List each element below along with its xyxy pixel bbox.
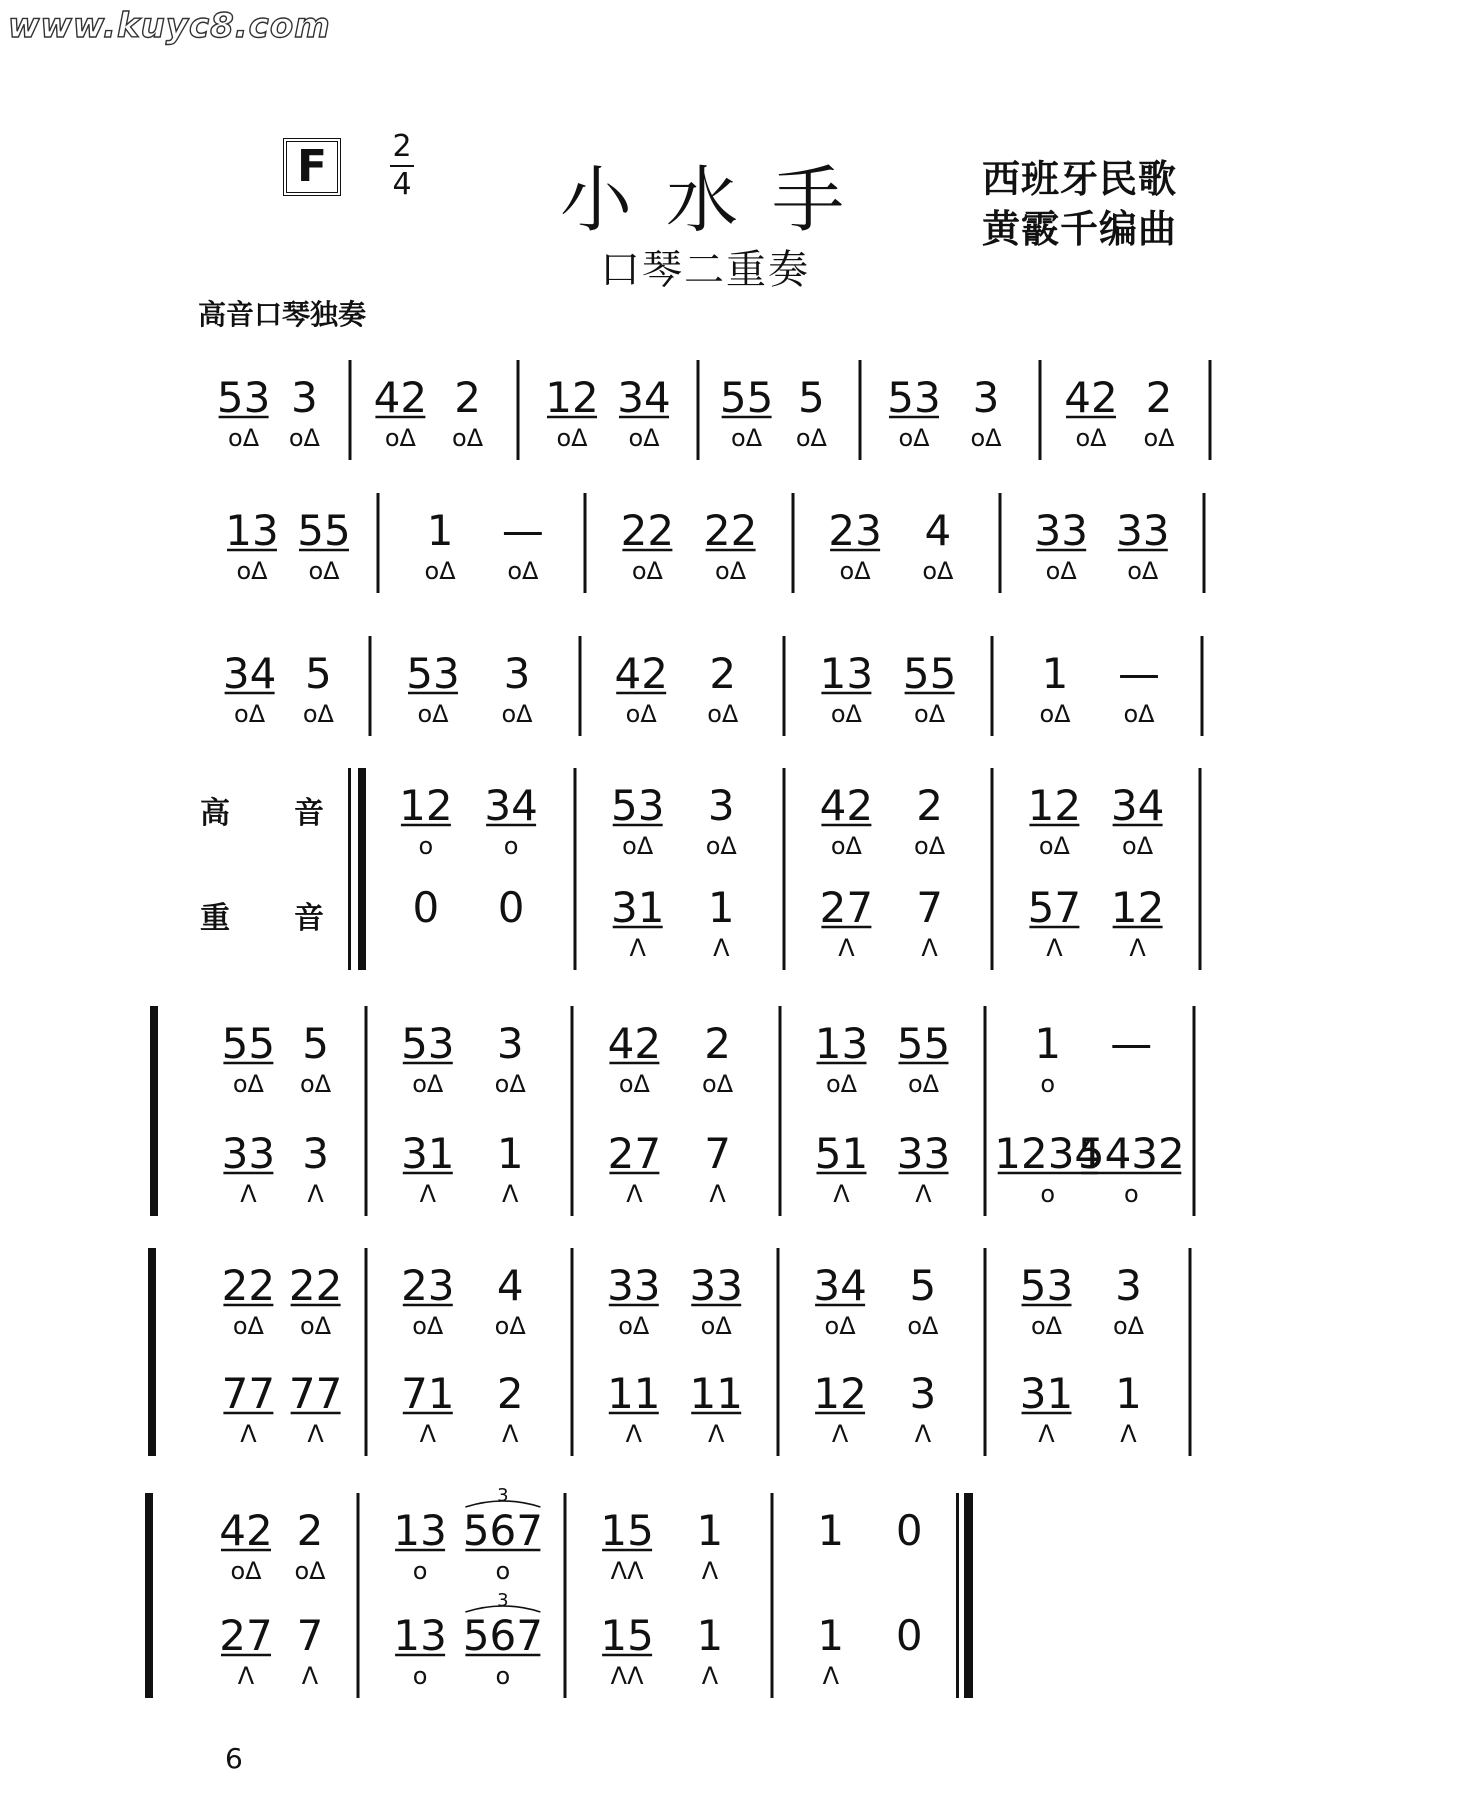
system-5-barline-1 xyxy=(571,1248,574,1456)
note-s3-m1-lo-b1-number: 1 xyxy=(707,883,735,932)
note-s4-m3-lo-b0-number: 51 xyxy=(814,1129,869,1178)
note-s3-m2-lo-b1-breath-mark: Λ xyxy=(921,934,938,962)
note-s0-m1-hi-b0-breath-mark: oΔ xyxy=(384,424,416,452)
note-s6-m1-hi-b0-breath-mark: o xyxy=(412,1557,428,1585)
note-s4-m3-lo-b0-breath-mark: Λ xyxy=(833,1180,850,1208)
note-s6-m1-lo-b1-tuplet-number: 3 xyxy=(497,1590,509,1611)
note-s1-m1-hi-b0-number: 1 xyxy=(426,506,454,555)
note-s5-m1-lo-b1-breath-mark: Λ xyxy=(501,1420,519,1448)
note-s6-m3-hi-b0-number: 1 xyxy=(817,1506,845,1555)
note-s6-m2-lo-b1-breath-mark: Λ xyxy=(701,1662,719,1690)
note-s5-m1-hi-b1-number: 4 xyxy=(496,1261,524,1310)
note-s1-m3-hi-b0-number: 23 xyxy=(828,506,882,555)
note-s6-m1-lo-b1-number: 567 xyxy=(462,1611,543,1660)
note-s0-m4-hi-b0-breath-mark: oΔ xyxy=(898,424,930,452)
note-s4-m3-hi-b0-breath-mark: oΔ xyxy=(825,1070,858,1098)
note-s3-m1-hi-b0-breath-mark: oΔ xyxy=(622,832,654,860)
note-s6-m3-lo-b0-number: 1 xyxy=(817,1611,845,1660)
system-0-barline-4 xyxy=(1039,360,1042,460)
system-6-barline-1 xyxy=(564,1493,567,1698)
note-s5-m3-hi-b1-breath-mark: oΔ xyxy=(907,1312,939,1340)
note-s3-m2-hi-b1-number: 2 xyxy=(916,781,943,830)
note-s5-m4-hi-b1-number: 3 xyxy=(1115,1261,1142,1310)
system-2-barline-0 xyxy=(369,636,372,736)
note-s2-m3-hi-b0-number: 13 xyxy=(819,649,874,698)
note-s6-m2-hi-b1-breath-mark: Λ xyxy=(701,1557,719,1585)
note-s0-m3-hi-b0-breath-mark: oΔ xyxy=(731,424,763,452)
system-0-barline-0 xyxy=(349,360,352,460)
note-s5-m1-lo-b0-breath-mark: Λ xyxy=(419,1420,437,1448)
note-s4-m4-lo-b1-breath-mark: o xyxy=(1123,1180,1139,1208)
note-s3-m0-hi-b1-number: 34 xyxy=(484,781,538,830)
system-3-barline-3 xyxy=(1199,768,1202,970)
note-s5-m4-hi-b0-number: 53 xyxy=(1019,1261,1074,1310)
note-s5-m0-hi-b1-number: 22 xyxy=(288,1261,343,1310)
note-s5-m0-lo-b1-number: 77 xyxy=(288,1369,343,1418)
system-3-start-bar xyxy=(358,768,366,970)
note-s0-m4-hi-b0-number: 53 xyxy=(887,373,941,422)
note-s0-m0-hi-b1-breath-mark: oΔ xyxy=(288,424,320,452)
note-s5-m3-hi-b1-number: 5 xyxy=(909,1261,937,1310)
note-s5-m3-lo-b0-breath-mark: Λ xyxy=(831,1420,849,1448)
note-s3-m1-hi-b0-number: 53 xyxy=(610,781,665,830)
note-s5-m4-lo-b1-breath-mark: Λ xyxy=(1120,1420,1137,1448)
note-s1-m4-hi-b1-number: 33 xyxy=(1116,506,1170,555)
note-s2-m4-hi-b0-breath-mark: oΔ xyxy=(1039,700,1071,728)
note-s0-m5-hi-b0-breath-mark: oΔ xyxy=(1075,424,1107,452)
note-s2-m0-hi-b0-number: 34 xyxy=(222,649,277,698)
note-s3-m2-lo-b0-number: 27 xyxy=(819,883,874,932)
note-s6-m2-lo-b1-number: 1 xyxy=(696,1611,724,1660)
note-s1-m2-hi-b1-number: 22 xyxy=(703,506,758,555)
note-s3-m1-lo-b1-breath-mark: Λ xyxy=(713,934,730,962)
note-s5-m1-hi-b0-breath-mark: oΔ xyxy=(412,1312,444,1340)
system-3-start-thin-bar xyxy=(348,768,351,970)
note-s3-m3-lo-b1-breath-mark: Λ xyxy=(1129,934,1146,962)
system-4-barline-2 xyxy=(779,1006,782,1216)
note-s5-m1-lo-b1-number: 2 xyxy=(496,1369,524,1418)
note-s5-m2-lo-b1-breath-mark: Λ xyxy=(707,1420,725,1448)
note-s4-m0-lo-b1-number: 3 xyxy=(302,1129,329,1178)
song-subtitle: 口琴二重奏 xyxy=(600,247,810,293)
note-s1-m3-hi-b0-breath-mark: oΔ xyxy=(839,557,871,585)
note-s6-m1-lo-b1-breath-mark: o xyxy=(495,1662,511,1690)
note-s4-m3-hi-b1-number: 55 xyxy=(896,1019,951,1068)
note-s0-m3-hi-b0-number: 55 xyxy=(719,373,774,422)
note-s2-m4-hi-b1-breath-mark: oΔ xyxy=(1123,700,1155,728)
voice-label-high-2: 音 xyxy=(294,796,324,831)
origin-credit: 西班牙民歌 xyxy=(982,157,1178,201)
system-1-barline-2 xyxy=(792,493,795,593)
note-s3-m2-hi-b1-breath-mark: oΔ xyxy=(914,832,946,860)
note-s5-m0-lo-b0-breath-mark: Λ xyxy=(240,1420,257,1448)
system-3-barline-0 xyxy=(574,768,577,970)
system-6-barline-0 xyxy=(357,1493,360,1698)
note-s3-m1-lo-b0-number: 31 xyxy=(610,883,665,932)
note-s0-m4-hi-b1-breath-mark: oΔ xyxy=(970,424,1002,452)
note-s0-m5-hi-b1-number: 2 xyxy=(1145,373,1173,422)
note-s0-m0-hi-b0-number: 53 xyxy=(216,373,271,422)
note-s3-m2-lo-b0-breath-mark: Λ xyxy=(838,934,855,962)
note-s6-m1-hi-b1-breath-mark: o xyxy=(495,1557,511,1585)
note-s5-m0-hi-b1-breath-mark: oΔ xyxy=(300,1312,332,1340)
note-s1-m4-hi-b1-breath-mark: oΔ xyxy=(1127,557,1159,585)
note-s5-m2-hi-b0-breath-mark: oΔ xyxy=(618,1312,650,1340)
note-s4-m3-lo-b1-number: 33 xyxy=(896,1129,951,1178)
note-s4-m2-lo-b0-breath-mark: Λ xyxy=(626,1180,643,1208)
note-s0-m4-hi-b1-number: 3 xyxy=(972,373,1000,422)
system-4-barline-3 xyxy=(984,1006,987,1216)
note-s4-m3-lo-b1-breath-mark: Λ xyxy=(915,1180,932,1208)
note-s5-m2-hi-b1-breath-mark: oΔ xyxy=(700,1312,732,1340)
note-s3-m3-lo-b1-number: 12 xyxy=(1110,883,1165,932)
system-0-barline-3 xyxy=(859,360,862,460)
note-s0-m1-hi-b1-breath-mark: oΔ xyxy=(452,424,484,452)
note-s3-m1-lo-b0-breath-mark: Λ xyxy=(629,934,646,962)
note-s4-m1-hi-b1-breath-mark: oΔ xyxy=(494,1070,526,1098)
note-s4-m0-lo-b0-number: 33 xyxy=(221,1129,276,1178)
note-s5-m0-lo-b1-breath-mark: Λ xyxy=(307,1420,324,1448)
system-2-barline-1 xyxy=(579,636,582,736)
note-s4-m0-hi-b0-breath-mark: oΔ xyxy=(232,1070,264,1098)
note-s5-m4-hi-b1-breath-mark: oΔ xyxy=(1112,1312,1145,1340)
arranger-credit: 黄霰千编曲 xyxy=(982,207,1178,251)
note-s6-m0-hi-b0-breath-mark: oΔ xyxy=(230,1557,262,1585)
note-s2-m1-hi-b1-number: 3 xyxy=(503,649,531,698)
note-s6-m2-hi-b0-number: 15 xyxy=(600,1506,654,1555)
note-s6-m0-lo-b0-breath-mark: Λ xyxy=(237,1662,255,1690)
note-s3-m3-lo-b0-number: 57 xyxy=(1027,883,1082,932)
note-s2-m0-hi-b1-number: 5 xyxy=(305,649,332,698)
system-5-barline-0 xyxy=(365,1248,368,1456)
note-s5-m0-lo-b0-number: 77 xyxy=(221,1369,276,1418)
note-s5-m2-lo-b0-number: 11 xyxy=(607,1369,661,1418)
system-2-barline-3 xyxy=(991,636,994,736)
system-1-barline-1 xyxy=(584,493,587,593)
note-s1-m3-hi-b1-breath-mark: oΔ xyxy=(922,557,954,585)
note-s2-m2-hi-b0-number: 42 xyxy=(614,649,668,698)
note-s4-m2-hi-b1-number: 2 xyxy=(704,1019,731,1068)
system-0-barline-1 xyxy=(517,360,520,460)
system-6-start-bar xyxy=(145,1493,153,1698)
note-s2-m3-hi-b0-breath-mark: oΔ xyxy=(830,700,862,728)
note-s3-m2-hi-b0-number: 42 xyxy=(819,781,874,830)
system-5-barline-3 xyxy=(984,1248,987,1456)
note-s3-m3-lo-b0-breath-mark: Λ xyxy=(1046,934,1063,962)
note-s4-m4-lo-b0-breath-mark: o xyxy=(1040,1180,1056,1208)
note-s6-m3-hi-b1-number: 0 xyxy=(895,1506,923,1555)
note-s6-m1-hi-b1-number: 567 xyxy=(462,1506,543,1555)
note-s0-m1-hi-b0-number: 42 xyxy=(373,373,428,422)
note-s2-m2-hi-b1-number: 2 xyxy=(709,649,737,698)
note-s3-m3-hi-b1-breath-mark: oΔ xyxy=(1122,832,1154,860)
note-s1-m1-hi-b1-breath-mark: oΔ xyxy=(507,557,539,585)
note-s1-m4-hi-b0-number: 33 xyxy=(1034,506,1088,555)
note-s4-m1-lo-b1-breath-mark: Λ xyxy=(501,1180,519,1208)
system-4-barline-4 xyxy=(1193,1006,1196,1216)
note-s2-m0-hi-b0-breath-mark: oΔ xyxy=(234,700,266,728)
note-s6-m2-lo-b0-number: 15 xyxy=(600,1611,654,1660)
note-s5-m3-hi-b0-number: 34 xyxy=(813,1261,867,1310)
note-s1-m4-hi-b0-breath-mark: oΔ xyxy=(1045,557,1077,585)
note-s4-m4-hi-b1-number: — xyxy=(1110,1019,1153,1068)
note-s3-m1-hi-b1-breath-mark: oΔ xyxy=(705,832,737,860)
voice-label-low-2: 音 xyxy=(294,901,324,936)
note-s4-m0-hi-b0-number: 55 xyxy=(221,1019,276,1068)
note-s3-m3-hi-b0-breath-mark: oΔ xyxy=(1038,832,1070,860)
note-s0-m5-hi-b0-number: 42 xyxy=(1064,373,1118,422)
note-s4-m0-lo-b1-breath-mark: Λ xyxy=(307,1180,324,1208)
note-s4-m1-lo-b0-breath-mark: Λ xyxy=(419,1180,437,1208)
note-s4-m3-hi-b0-number: 13 xyxy=(814,1019,869,1068)
time-signature-top: 2 xyxy=(392,129,412,164)
note-s4-m2-lo-b1-breath-mark: Λ xyxy=(709,1180,726,1208)
note-s2-m1-hi-b1-breath-mark: oΔ xyxy=(501,700,533,728)
solo-part-label: 高音口琴独奏 xyxy=(198,298,367,331)
note-s4-m2-hi-b0-number: 42 xyxy=(607,1019,662,1068)
note-s1-m2-hi-b1-breath-mark: oΔ xyxy=(715,557,747,585)
note-s2-m1-hi-b0-number: 53 xyxy=(406,649,460,698)
note-s4-m0-hi-b1-number: 5 xyxy=(302,1019,329,1068)
note-s1-m2-hi-b0-number: 22 xyxy=(620,506,675,555)
note-s6-m2-hi-b1-number: 1 xyxy=(696,1506,724,1555)
note-s5-m3-lo-b1-number: 3 xyxy=(909,1369,937,1418)
note-s3-m2-hi-b0-breath-mark: oΔ xyxy=(830,832,862,860)
note-s3-m3-hi-b0-number: 12 xyxy=(1027,781,1082,830)
note-s2-m2-hi-b1-breath-mark: oΔ xyxy=(707,700,739,728)
key-signature-box: F xyxy=(283,138,341,196)
note-s5-m3-lo-b0-number: 12 xyxy=(813,1369,867,1418)
note-s1-m0-hi-b0-number: 13 xyxy=(225,506,279,555)
voice-label-high-1: 高 xyxy=(200,796,230,831)
system-6-barline-2 xyxy=(771,1493,774,1698)
system-2-barline-2 xyxy=(783,636,786,736)
note-s1-m1-hi-b1-number: — xyxy=(501,506,544,555)
system-5-start-bar xyxy=(148,1248,156,1456)
note-s6-m3-lo-b0-breath-mark: Λ xyxy=(822,1662,840,1690)
note-s1-m3-hi-b1-number: 4 xyxy=(924,506,952,555)
note-s3-m0-hi-b0-breath-mark: o xyxy=(418,832,434,860)
note-s1-m1-hi-b0-breath-mark: oΔ xyxy=(424,557,456,585)
system-4-barline-0 xyxy=(365,1006,368,1216)
system-0-barline-2 xyxy=(697,360,700,460)
note-s3-m0-lo-b0-number: 0 xyxy=(412,883,440,932)
note-s6-m0-hi-b1-number: 2 xyxy=(296,1506,324,1555)
system-3-barline-2 xyxy=(991,768,994,970)
system-2-barline-4 xyxy=(1201,636,1204,736)
note-s4-m2-lo-b1-number: 7 xyxy=(704,1129,731,1178)
note-s4-m4-hi-b0-number: 1 xyxy=(1034,1019,1062,1068)
note-s5-m4-lo-b0-number: 31 xyxy=(1019,1369,1074,1418)
note-s5-m2-lo-b1-number: 11 xyxy=(689,1369,743,1418)
system-0-barline-5 xyxy=(1209,360,1212,460)
note-s4-m4-lo-b1-number: 5432 xyxy=(1077,1129,1185,1178)
note-s1-m0-hi-b0-breath-mark: oΔ xyxy=(236,557,268,585)
note-s5-m0-hi-b0-number: 22 xyxy=(221,1261,276,1310)
watermark: www.kuyc8.com xyxy=(8,6,331,46)
note-s6-m0-lo-b1-breath-mark: Λ xyxy=(301,1662,319,1690)
system-1-barline-0 xyxy=(377,493,380,593)
note-s0-m2-hi-b1-breath-mark: oΔ xyxy=(628,424,660,452)
note-s5-m2-lo-b0-breath-mark: Λ xyxy=(625,1420,643,1448)
note-s5-m1-hi-b0-number: 23 xyxy=(401,1261,455,1310)
note-s3-m0-lo-b1-number: 0 xyxy=(497,883,525,932)
note-s6-m0-lo-b1-number: 7 xyxy=(296,1611,324,1660)
note-s0-m2-hi-b1-number: 34 xyxy=(617,373,671,422)
note-s1-m0-hi-b1-number: 55 xyxy=(297,506,351,555)
system-3-barline-1 xyxy=(783,768,786,970)
note-s6-m1-hi-b1-tuplet-number: 3 xyxy=(497,1485,509,1506)
note-s1-m2-hi-b0-breath-mark: oΔ xyxy=(631,557,663,585)
note-s3-m3-hi-b1-number: 34 xyxy=(1110,781,1165,830)
note-s4-m4-hi-b0-breath-mark: o xyxy=(1040,1070,1056,1098)
note-s6-m0-hi-b0-number: 42 xyxy=(219,1506,273,1555)
note-s2-m1-hi-b0-breath-mark: oΔ xyxy=(417,700,449,728)
page-number: 6 xyxy=(225,1742,243,1775)
system-1-barline-3 xyxy=(999,493,1002,593)
note-s2-m0-hi-b1-breath-mark: oΔ xyxy=(302,700,334,728)
note-s6-m0-hi-b1-breath-mark: oΔ xyxy=(294,1557,326,1585)
time-signature-bottom: 4 xyxy=(392,167,412,202)
note-s1-m0-hi-b1-breath-mark: oΔ xyxy=(308,557,340,585)
voice-label-low-1: 重 xyxy=(200,901,230,936)
note-s0-m0-hi-b0-breath-mark: oΔ xyxy=(228,424,260,452)
system-6-final-thick-bar xyxy=(964,1493,973,1698)
note-s6-m0-lo-b0-number: 27 xyxy=(219,1611,273,1660)
system-4-barline-1 xyxy=(571,1006,574,1216)
note-s5-m1-hi-b1-breath-mark: oΔ xyxy=(494,1312,526,1340)
note-s0-m2-hi-b0-number: 12 xyxy=(545,373,599,422)
note-s6-m3-lo-b1-number: 0 xyxy=(895,1611,923,1660)
note-s4-m0-lo-b0-breath-mark: Λ xyxy=(240,1180,257,1208)
note-s6-m1-hi-b0-number: 13 xyxy=(393,1506,447,1555)
note-s2-m4-hi-b0-number: 1 xyxy=(1041,649,1069,698)
note-s0-m3-hi-b1-number: 5 xyxy=(798,373,825,422)
note-s6-m1-lo-b0-breath-mark: o xyxy=(412,1662,428,1690)
note-s5-m4-lo-b0-breath-mark: Λ xyxy=(1038,1420,1055,1448)
note-s4-m1-hi-b0-breath-mark: oΔ xyxy=(412,1070,444,1098)
system-1-barline-4 xyxy=(1203,493,1206,593)
note-s5-m0-hi-b0-breath-mark: oΔ xyxy=(232,1312,264,1340)
note-s5-m4-lo-b1-number: 1 xyxy=(1115,1369,1142,1418)
system-5-barline-4 xyxy=(1189,1248,1192,1456)
note-s0-m3-hi-b1-breath-mark: oΔ xyxy=(795,424,827,452)
note-s5-m3-hi-b0-breath-mark: oΔ xyxy=(824,1312,856,1340)
note-s4-m2-lo-b0-number: 27 xyxy=(607,1129,662,1178)
note-s2-m3-hi-b1-breath-mark: oΔ xyxy=(914,700,946,728)
note-s5-m4-hi-b0-breath-mark: oΔ xyxy=(1030,1312,1063,1340)
note-s4-m2-hi-b0-breath-mark: oΔ xyxy=(618,1070,650,1098)
system-4-start-bar xyxy=(150,1006,158,1216)
song-title: 小水手 xyxy=(560,158,879,242)
note-s0-m0-hi-b1-number: 3 xyxy=(291,373,318,422)
note-s4-m1-lo-b1-number: 1 xyxy=(496,1129,524,1178)
note-s3-m1-hi-b1-number: 3 xyxy=(707,781,735,830)
note-s2-m4-hi-b1-number: — xyxy=(1118,649,1160,698)
note-s2-m3-hi-b1-number: 55 xyxy=(902,649,957,698)
note-s4-m1-hi-b1-number: 3 xyxy=(496,1019,524,1068)
note-s0-m5-hi-b1-breath-mark: oΔ xyxy=(1143,424,1175,452)
note-s0-m1-hi-b1-number: 2 xyxy=(454,373,481,422)
note-s4-m1-lo-b0-number: 31 xyxy=(401,1129,455,1178)
note-s3-m2-lo-b1-number: 7 xyxy=(916,883,943,932)
system-6-final-thin-bar xyxy=(956,1493,959,1698)
note-s6-m2-lo-b0-breath-mark: ΛΛ xyxy=(610,1662,644,1690)
note-s6-m2-hi-b0-breath-mark: ΛΛ xyxy=(610,1557,644,1585)
note-s5-m3-lo-b1-breath-mark: Λ xyxy=(914,1420,932,1448)
note-s5-m2-hi-b1-number: 33 xyxy=(689,1261,743,1310)
note-s2-m2-hi-b0-breath-mark: oΔ xyxy=(625,700,657,728)
system-5-barline-2 xyxy=(777,1248,780,1456)
note-s4-m1-hi-b0-number: 53 xyxy=(401,1019,455,1068)
note-s0-m2-hi-b0-breath-mark: oΔ xyxy=(556,424,588,452)
note-s3-m0-hi-b0-number: 12 xyxy=(399,781,453,830)
note-s4-m2-hi-b1-breath-mark: oΔ xyxy=(702,1070,734,1098)
note-s5-m1-lo-b0-number: 71 xyxy=(401,1369,455,1418)
note-s4-m4-lo-b0-number: 1234 xyxy=(994,1129,1102,1178)
note-s6-m1-lo-b0-number: 13 xyxy=(393,1611,447,1660)
note-s3-m0-hi-b1-breath-mark: o xyxy=(503,832,519,860)
note-s4-m3-hi-b1-breath-mark: oΔ xyxy=(907,1070,940,1098)
note-s5-m2-hi-b0-number: 33 xyxy=(607,1261,661,1310)
note-s4-m0-hi-b1-breath-mark: oΔ xyxy=(300,1070,332,1098)
